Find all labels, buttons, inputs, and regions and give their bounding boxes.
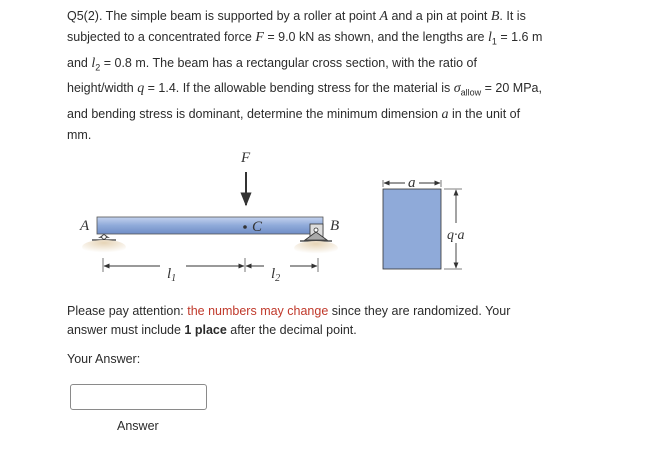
your-answer-label: Your Answer: — [67, 352, 141, 366]
cross-section — [383, 189, 441, 269]
question-text: Q5(2). The simple beam is supported by a roller at point A and a pin at point B. It is subjected to a concentrated force F = 9.0 kN as shown, and the lengths are $l_1 = 1.6$ m and $l_2 = 0.8$ m. The beam has a rectangular cross section, with the ratio of height/width q = 1.4. If the allowable bending stress for the material is $\sigma_{allow} = 20$ MPa, and bending stress is dominant, determine the minimum dimension a in the unit of mm. — [67, 9, 543, 142]
force-label: F — [241, 150, 251, 166]
answer-input[interactable] — [70, 384, 207, 410]
point-a-label: A — [80, 218, 90, 234]
height-label: q·a — [447, 228, 465, 243]
answer-caption: Answer — [117, 419, 159, 433]
point-b-label: B — [330, 218, 340, 234]
l2-label: $l_2$ — [271, 266, 281, 284]
point-c-label: C — [252, 219, 263, 235]
roller-support — [82, 234, 126, 254]
randomized-note: Please pay attention: the numbers may change since they are randomized. Your answer must include 1 place after the decimal point. — [67, 304, 511, 337]
point-c-dot — [243, 225, 247, 229]
width-label: a — [408, 175, 416, 191]
beam — [97, 217, 323, 234]
l1-label: $l_1$ — [167, 266, 177, 284]
